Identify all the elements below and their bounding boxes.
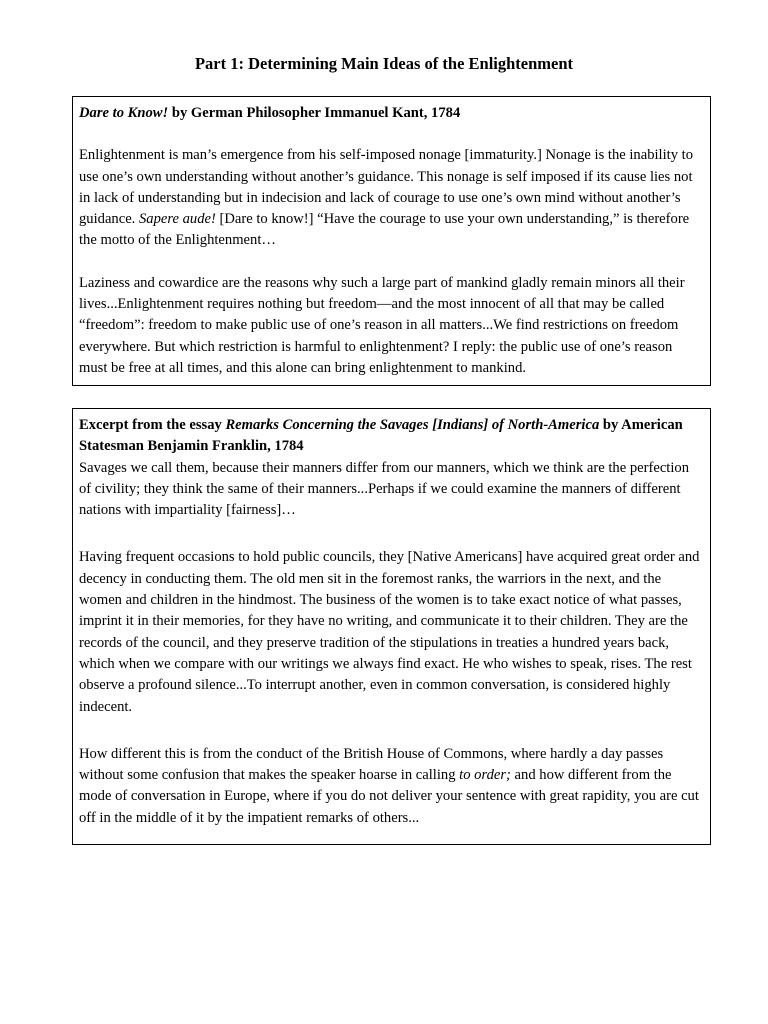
franklin-excerpt-box [72, 408, 711, 845]
franklin-paragraph-3 [79, 744, 704, 829]
franklin-paragraph-1: Savages we call them, because their manners differ from our manners, which we think are the perfection of civility; they think the same of their manners...Perhaps if we could examine the manners of different nations with impartiality [fairness]… [79, 459, 690, 519]
kant-sapere-aude: Sapere aude! [138, 211, 216, 228]
kant-heading-title: Dare to Know! [79, 105, 169, 121]
franklin-paragraph-3-b: and how different from the mode of conversation in Europe, where if you do not deliver your sentence with great rapidity, you are cut off in the middle of it by the impatient remarks of others... [79, 767, 699, 826]
kant-paragraph-1-a: Enlightenment is man’s emergence from his self-imposed nonage [immaturity.] Nonage is the inability to use one’s own understanding without another’s guidance. This nonage is self imposed if its cause lies not in lack of understanding but in indecision and lack of courage to use one’s own mind without another’s guidance. [79, 147, 694, 228]
franklin-heading-b: by American Statesman Benjamin Franklin, 1784 [79, 417, 683, 455]
franklin-paragraph-3-a: How different this is from the conduct of the British House of Commons, where hardly a day passes without some confusion that makes the speaker hoarse in calling [79, 745, 664, 784]
kant-heading [79, 103, 704, 124]
kant-excerpt-box [72, 96, 711, 386]
kant-paragraph-2: Laziness and cowardice are the reasons why such a large part of mankind gladly remain minors all their lives...Enlightenment requires nothing but freedom—and the most innocent of all that may be called “freedom”: freedom to make public use of one’s reason in all matters...We find restrictions on freedom everywhere. But which restriction is harmful to enlightenment? I reply: the public use of one’s reason must be free at all times, and this alone can bring enlightenment to mankind. [79, 274, 685, 376]
page-title: Part 1: Determining Main Ideas of the Enlightenment [194, 54, 574, 73]
franklin-to-order: to order; [459, 767, 511, 784]
franklin-essay-title: Remarks Concerning the Savages [Indians] of North-America [225, 417, 600, 433]
kant-paragraph-1-b: [Dare to know!] “Have the courage to use your own understanding,” is therefore the motto of the Enlightenment… [79, 211, 690, 249]
franklin-heading-a: Excerpt from the essay [79, 417, 226, 433]
franklin-paragraph-2: Having frequent occasions to hold public councils, they [Native Americans] have acquired great order and decency in conducting them. The old men sit in the foremost ranks, the warriors in the next, and the women and children in the hindmost. The business of the women is to take exact notice of what passes, imprint it in their memories, for they have no writing, and communicate it to their children. They are the records of the council, and they preserve tradition of the stipulations in treaties a hundred years back, which when we compare with our writings we always find exact. He who wishes to speak, rises. The rest observe a profound silence...To interrupt another, even in common conversation, is considered highly indecent. [79, 549, 700, 715]
kant-paragraph-1 [79, 145, 704, 251]
franklin-heading [79, 415, 704, 458]
kant-heading-attribution: by German Philosopher Immanuel Kant, 1784 [168, 105, 461, 121]
